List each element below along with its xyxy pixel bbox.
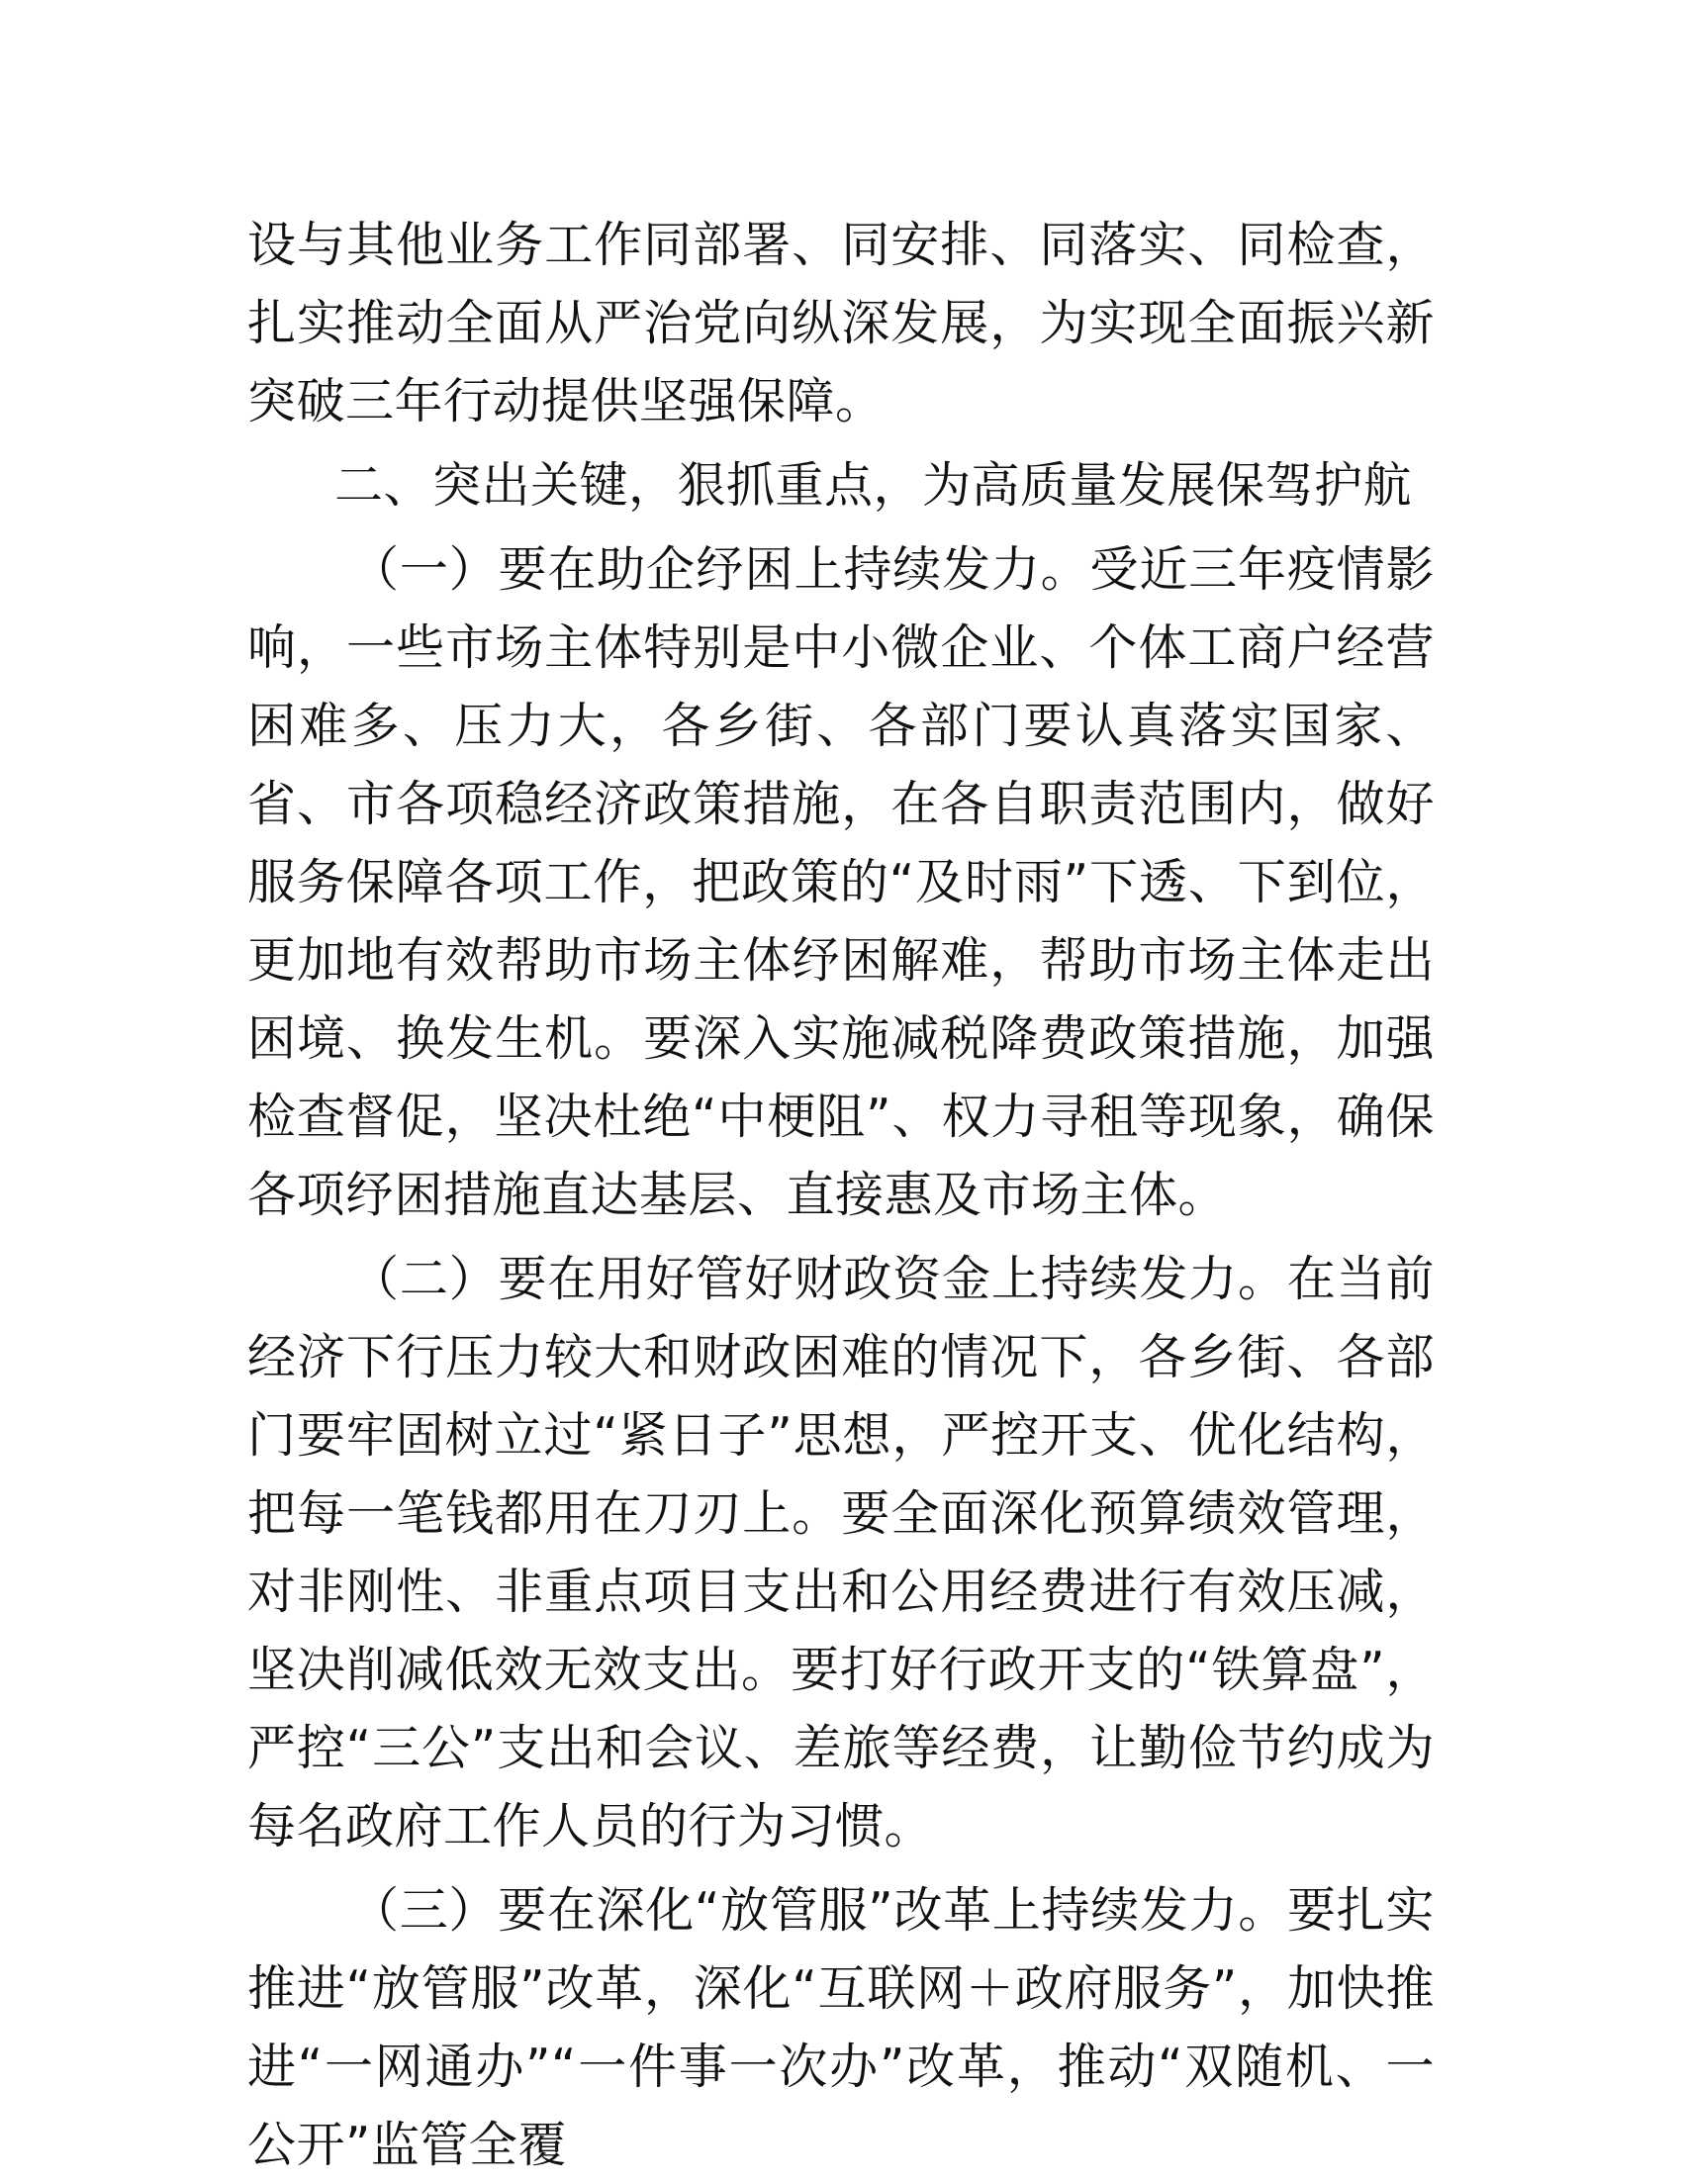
- paragraph-three: （三）要在深化“放管服”改革上持续发力。要扎实推进“放管服”改革，深化“互联网＋政府服务”，加快推进“一网通办”“一件事一次办”改革，推动“双随机、一公开”监管全覆: [247, 1882, 1435, 2173]
- paragraph-two: （二）要在用好管好财政资金上持续发力。在当前经济下行压力较大和财政困难的情况下，各乡街、各部门要牢固树立过“紧日子”思想，严控开支、优化结构，把每一笔钱都用在刀刃上。要全面深化预算绩效管理，对非刚性、非重点项目支出和公用经费进行有效压减，坚决削减低效无效支出。要打好行政开支的“铁算盘”，严控“三公”支出和会议、差旅等经费，让勤俭节约成为每名政府工作人员的行为习惯。: [247, 1251, 1435, 1854]
- document-body: [247, 206, 1435, 2184]
- paragraph-one: （一）要在助企纾困上持续发力。受近三年疫情影响，一些市场主体特别是中小微企业、个体工商户经营困难多、压力大，各乡街、各部门要认真落实国家、省、市各项稳经济政策措施，在各自职责范围内，做好服务保障各项工作，把政策的“及时雨”下透、下到位，更加地有效帮助市场主体纾困解难，帮助市场主体走出困境、换发生机。要深入实施减税降费政策措施，加强检查督促，坚决杜绝“中梗阻”、权力寻租等现象，确保各项纾困措施直达基层、直接惠及市场主体。: [247, 541, 1435, 1223]
- continuation-paragraph: 设与其他业务工作同部署、同安排、同落实、同检查，扎实推动全面从严治党向纵深发展，为实现全面振兴新突破三年行动提供坚强保障。: [247, 217, 1435, 429]
- section-heading: 二、突出关键，狠抓重点，为高质量发展保驾护航: [334, 457, 1413, 514]
